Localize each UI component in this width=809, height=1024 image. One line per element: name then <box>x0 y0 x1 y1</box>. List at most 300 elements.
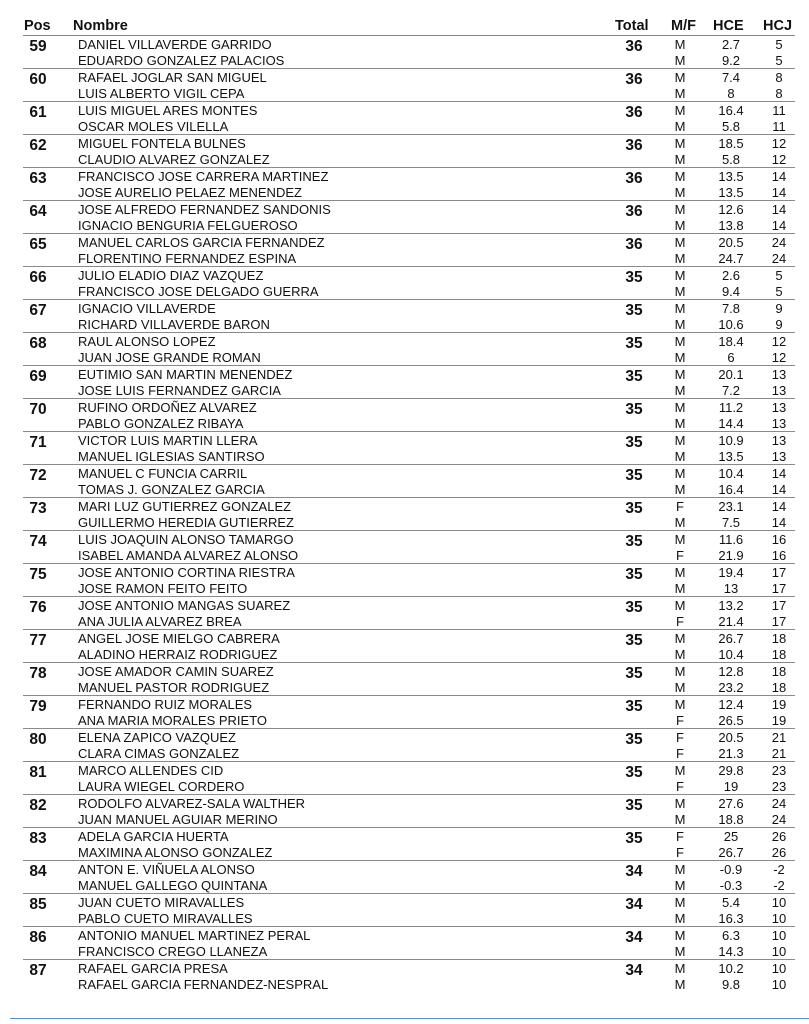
total-score: 34 <box>625 929 643 946</box>
player-name: LUIS ALBERTO VIGIL CEPA <box>78 86 245 101</box>
player-gender: M <box>674 895 686 910</box>
player-name: FLORENTINO FERNANDEZ ESPINA <box>78 251 297 266</box>
player-hcj: 26 <box>771 845 787 860</box>
player-hcj: 10 <box>771 911 787 926</box>
player-hcj: 18 <box>771 664 787 679</box>
player-hce: 19.4 <box>718 565 744 580</box>
player-line <box>23 614 795 630</box>
player-name: FERNANDO RUIZ MORALES <box>78 697 253 712</box>
player-name: FRANCISCO JOSE CARRERA MARTINEZ <box>78 169 329 184</box>
player-hcj: 5 <box>775 268 783 283</box>
player-line <box>23 746 795 762</box>
player-gender: M <box>674 796 686 811</box>
player-hcj: 11 <box>772 119 786 134</box>
player-name: JOSE LUIS FERNANDEZ GARCIA <box>78 383 281 398</box>
player-line <box>23 581 795 597</box>
player-hce: 21.9 <box>718 548 744 563</box>
player-hce: 26.5 <box>718 713 744 728</box>
player-hce: 18.5 <box>718 136 744 151</box>
player-gender: M <box>674 812 686 827</box>
position: 75 <box>29 566 47 583</box>
player-hce: 23.2 <box>718 680 744 695</box>
player-line <box>23 598 795 614</box>
player-hcj: 16 <box>771 532 787 547</box>
table-body <box>23 36 795 992</box>
player-hce: 13.5 <box>718 449 744 464</box>
player-hce: 29.8 <box>718 763 744 778</box>
player-line <box>23 367 795 383</box>
player-hcj: 13 <box>771 433 787 448</box>
table-row <box>23 927 795 960</box>
player-hcj: 23 <box>771 763 787 778</box>
player-line <box>23 301 795 317</box>
player-gender: M <box>674 235 686 250</box>
player-hce: 14.4 <box>718 416 744 431</box>
player-gender: M <box>674 763 686 778</box>
player-hce: 6 <box>727 350 735 365</box>
player-hcj: 14 <box>771 169 787 184</box>
player-hce: 26.7 <box>718 631 744 646</box>
player-hcj: 17 <box>771 598 787 613</box>
player-gender: M <box>674 202 686 217</box>
player-hce: -0.9 <box>719 862 743 877</box>
table-row <box>23 498 795 531</box>
player-hce: 7.4 <box>721 70 741 85</box>
player-line <box>23 53 795 69</box>
position: 68 <box>29 335 47 352</box>
player-gender: M <box>674 944 686 959</box>
player-hcj: 17 <box>771 581 787 596</box>
player-hce: 2.7 <box>721 37 741 52</box>
player-name: RODOLFO ALVAREZ-SALA WALTHER <box>78 796 306 811</box>
player-name: MARCO ALLENDES CID <box>78 763 224 778</box>
player-line <box>23 433 795 449</box>
player-hce: 13.5 <box>718 169 744 184</box>
player-hcj: 14 <box>771 499 787 514</box>
player-line <box>23 235 795 251</box>
table-row <box>23 564 795 597</box>
player-name: JULIO ELADIO DIAZ VAZQUEZ <box>78 268 264 283</box>
player-hce: 13.2 <box>718 598 744 613</box>
header-nombre: Nombre <box>73 18 128 34</box>
player-name: JUAN JOSE GRANDE ROMAN <box>78 350 261 365</box>
header-hce: HCE <box>713 18 744 34</box>
player-gender: M <box>674 598 686 613</box>
player-gender: M <box>674 86 686 101</box>
player-name: JUAN CUETO MIRAVALLES <box>78 895 245 910</box>
player-name: VICTOR LUIS MARTIN LLERA <box>78 433 258 448</box>
total-score: 36 <box>625 203 643 220</box>
player-line <box>23 895 795 911</box>
player-gender: F <box>676 730 684 745</box>
total-score: 35 <box>625 665 643 682</box>
player-name: LUIS JOAQUIN ALONSO TAMARGO <box>78 532 294 547</box>
player-line <box>23 664 795 680</box>
player-hcj: 14 <box>771 185 787 200</box>
player-line <box>23 449 795 465</box>
player-gender: M <box>674 928 686 943</box>
player-line <box>23 812 795 828</box>
total-score: 36 <box>625 71 643 88</box>
player-hcj: 14 <box>771 466 787 481</box>
total-score: 36 <box>625 38 643 55</box>
player-gender: M <box>674 103 686 118</box>
player-hce: 20.5 <box>718 235 744 250</box>
player-hcj: 14 <box>771 482 787 497</box>
total-score: 35 <box>625 830 643 847</box>
player-line <box>23 730 795 746</box>
total-score: 35 <box>625 335 643 352</box>
position: 59 <box>29 38 47 55</box>
table-row <box>23 102 795 135</box>
player-gender: M <box>674 532 686 547</box>
player-name: LAURA WIEGEL CORDERO <box>78 779 245 794</box>
player-hcj: 13 <box>771 416 787 431</box>
player-line <box>23 185 795 201</box>
player-line <box>23 829 795 845</box>
player-name: JOSE ALFREDO FERNANDEZ SANDONIS <box>78 202 331 217</box>
player-line <box>23 532 795 548</box>
player-name: RUFINO ORDOÑEZ ALVAREZ <box>78 400 257 415</box>
total-score: 35 <box>625 368 643 385</box>
player-name: FRANCISCO JOSE DELGADO GUERRA <box>78 284 319 299</box>
player-gender: M <box>674 301 686 316</box>
player-line <box>23 152 795 168</box>
player-hcj: 10 <box>771 928 787 943</box>
position: 66 <box>29 269 47 286</box>
player-hcj: 26 <box>771 829 787 844</box>
player-name: LUIS MIGUEL ARES MONTES <box>78 103 258 118</box>
player-hcj: 24 <box>771 796 787 811</box>
position: 69 <box>29 368 47 385</box>
player-hcj: 13 <box>771 400 787 415</box>
position: 85 <box>29 896 47 913</box>
table-row <box>23 168 795 201</box>
total-score: 35 <box>625 731 643 748</box>
player-hce: 16.4 <box>718 103 744 118</box>
table-row <box>23 69 795 102</box>
player-line <box>23 482 795 498</box>
player-hcj: 13 <box>771 449 787 464</box>
position: 77 <box>29 632 47 649</box>
player-hcj: 14 <box>771 218 787 233</box>
player-gender: F <box>676 845 684 860</box>
player-hcj: 18 <box>771 647 787 662</box>
player-line <box>23 565 795 581</box>
player-gender: M <box>674 433 686 448</box>
player-hce: 5.4 <box>721 895 741 910</box>
player-hce: 7.2 <box>721 383 741 398</box>
player-line <box>23 862 795 878</box>
total-score: 36 <box>625 170 643 187</box>
player-name: TOMAS J. GONZALEZ GARCIA <box>78 482 265 497</box>
player-line <box>23 796 795 812</box>
total-score: 35 <box>625 269 643 286</box>
player-hce: 9.2 <box>721 53 741 68</box>
position: 86 <box>29 929 47 946</box>
player-gender: M <box>674 631 686 646</box>
table-row <box>23 729 795 762</box>
player-hce: 11.6 <box>718 532 744 547</box>
player-hce: 20.1 <box>718 367 744 382</box>
player-name: ELENA ZAPICO VAZQUEZ <box>78 730 236 745</box>
player-hcj: 12 <box>771 136 787 151</box>
player-gender: M <box>674 251 686 266</box>
player-gender: F <box>676 499 684 514</box>
header-pos: Pos <box>24 18 51 34</box>
player-hce: 12.6 <box>718 202 744 217</box>
table-row <box>23 465 795 498</box>
player-hcj: 13 <box>771 383 787 398</box>
player-hce: 19 <box>723 779 739 794</box>
player-hcj: 5 <box>775 37 783 52</box>
position: 78 <box>29 665 47 682</box>
player-hcj: 10 <box>771 961 787 976</box>
player-hce: 21.3 <box>718 746 744 761</box>
player-name: GUILLERMO HEREDIA GUTIERREZ <box>78 515 294 530</box>
player-hcj: 18 <box>771 631 787 646</box>
position: 61 <box>29 104 47 121</box>
player-hcj: -2 <box>773 862 785 877</box>
player-hcj: 13 <box>771 367 787 382</box>
player-line <box>23 70 795 86</box>
player-line <box>23 515 795 531</box>
player-line <box>23 680 795 696</box>
player-hce: 7.8 <box>721 301 741 316</box>
player-line <box>23 317 795 333</box>
player-gender: M <box>674 911 686 926</box>
total-score: 36 <box>625 236 643 253</box>
player-hce: 14.3 <box>718 944 744 959</box>
player-gender: F <box>676 548 684 563</box>
player-hce: 26.7 <box>718 845 744 860</box>
player-gender: M <box>674 697 686 712</box>
player-gender: F <box>676 829 684 844</box>
player-name: MARI LUZ GUTIERREZ GONZALEZ <box>78 499 292 514</box>
player-line <box>23 119 795 135</box>
player-hce: 18.8 <box>718 812 744 827</box>
player-line <box>23 911 795 927</box>
player-gender: M <box>674 317 686 332</box>
player-name: JOSE ANTONIO MANGAS SUAREZ <box>78 598 291 613</box>
table-row <box>23 36 795 69</box>
player-gender: M <box>674 284 686 299</box>
player-hcj: 14 <box>771 202 787 217</box>
player-name: PABLO CUETO MIRAVALLES <box>78 911 253 926</box>
player-line <box>23 251 795 267</box>
table-row <box>23 828 795 861</box>
table-row <box>23 267 795 300</box>
player-name: IGNACIO BENGURIA FELGUEROSO <box>78 218 298 233</box>
player-hce: 5.8 <box>721 119 741 134</box>
player-gender: M <box>674 647 686 662</box>
position: 80 <box>29 731 47 748</box>
player-hce: 12.8 <box>718 664 744 679</box>
player-name: RAFAEL GARCIA PRESA <box>78 961 228 976</box>
player-gender: M <box>674 862 686 877</box>
player-gender: M <box>674 416 686 431</box>
player-gender: M <box>674 218 686 233</box>
player-hce: -0.3 <box>719 878 743 893</box>
player-hcj: 9 <box>775 301 783 316</box>
position: 73 <box>29 500 47 517</box>
table-row <box>23 630 795 663</box>
player-hcj: 8 <box>775 86 783 101</box>
player-name: MANUEL IGLESIAS SANTIRSO <box>78 449 265 464</box>
total-score: 34 <box>625 962 643 979</box>
table-row <box>23 300 795 333</box>
position: 64 <box>29 203 47 220</box>
position: 76 <box>29 599 47 616</box>
table-row <box>23 762 795 795</box>
total-score: 35 <box>625 599 643 616</box>
table-row <box>23 894 795 927</box>
header-total: Total <box>615 18 649 34</box>
player-hce: 13.8 <box>718 218 744 233</box>
player-line <box>23 961 795 977</box>
player-hcj: 10 <box>771 895 787 910</box>
player-line <box>23 763 795 779</box>
total-score: 35 <box>625 467 643 484</box>
total-score: 34 <box>625 896 643 913</box>
player-hcj: -2 <box>773 878 785 893</box>
position: 67 <box>29 302 47 319</box>
table-row <box>23 597 795 630</box>
player-hce: 5.8 <box>721 152 741 167</box>
player-name: PABLO GONZALEZ RIBAYA <box>78 416 244 431</box>
player-line <box>23 878 795 894</box>
player-hce: 8 <box>727 86 735 101</box>
player-hcj: 10 <box>771 944 787 959</box>
player-gender: F <box>676 779 684 794</box>
player-name: JOSE AMADOR CAMIN SUAREZ <box>78 664 274 679</box>
player-name: ANA JULIA ALVAREZ BREA <box>78 614 242 629</box>
player-line <box>23 202 795 218</box>
table-row <box>23 333 795 366</box>
total-score: 34 <box>625 863 643 880</box>
player-name: DANIEL VILLAVERDE GARRIDO <box>78 37 272 52</box>
position: 87 <box>29 962 47 979</box>
player-hce: 10.2 <box>718 961 744 976</box>
player-line <box>23 334 795 350</box>
player-hcj: 11 <box>772 103 786 118</box>
player-hcj: 12 <box>771 350 787 365</box>
player-hcj: 19 <box>771 713 787 728</box>
player-line <box>23 631 795 647</box>
player-name: OSCAR MOLES VILELLA <box>78 119 229 134</box>
player-name: MIGUEL FONTELA BULNES <box>78 136 246 151</box>
table-row <box>23 663 795 696</box>
player-name: ALADINO HERRAIZ RODRIGUEZ <box>78 647 278 662</box>
player-hce: 10.4 <box>718 647 744 662</box>
player-name: MANUEL CARLOS GARCIA FERNANDEZ <box>78 235 325 250</box>
player-line <box>23 466 795 482</box>
player-name: MANUEL PASTOR RODRIGUEZ <box>78 680 270 695</box>
player-line <box>23 284 795 300</box>
table-header <box>23 17 795 36</box>
player-name: EUTIMIO SAN MARTIN MENENDEZ <box>78 367 293 382</box>
player-hce: 25 <box>723 829 739 844</box>
position: 65 <box>29 236 47 253</box>
player-hcj: 24 <box>771 235 787 250</box>
player-name: ADELA GARCIA HUERTA <box>78 829 229 844</box>
player-name: JOSE ANTONIO CORTINA RIESTRA <box>78 565 295 580</box>
player-gender: M <box>674 334 686 349</box>
player-gender: F <box>676 713 684 728</box>
table-row <box>23 960 795 992</box>
player-hce: 7.5 <box>721 515 741 530</box>
player-gender: M <box>674 400 686 415</box>
player-line <box>23 268 795 284</box>
total-score: 35 <box>625 302 643 319</box>
player-gender: M <box>674 449 686 464</box>
player-name: RAFAEL GARCIA FERNANDEZ-NESPRAL <box>78 977 329 992</box>
player-line <box>23 779 795 795</box>
player-hce: 16.3 <box>718 911 744 926</box>
player-hcj: 21 <box>771 730 787 745</box>
player-name: ISABEL AMANDA ALVAREZ ALONSO <box>78 548 299 563</box>
table-row <box>23 432 795 465</box>
player-line <box>23 136 795 152</box>
player-name: IGNACIO VILLAVERDE <box>78 301 216 316</box>
player-line <box>23 383 795 399</box>
player-line <box>23 548 795 564</box>
table-row <box>23 531 795 564</box>
player-hce: 27.6 <box>718 796 744 811</box>
player-gender: F <box>676 614 684 629</box>
table-row <box>23 234 795 267</box>
player-hcj: 19 <box>771 697 787 712</box>
table-row <box>23 366 795 399</box>
player-gender: M <box>674 664 686 679</box>
player-line <box>23 977 795 993</box>
total-score: 35 <box>625 434 643 451</box>
player-hcj: 18 <box>771 680 787 695</box>
player-name: EDUARDO GONZALEZ PALACIOS <box>78 53 285 68</box>
player-line <box>23 218 795 234</box>
position: 71 <box>29 434 47 451</box>
position: 74 <box>29 533 47 550</box>
table-row <box>23 696 795 729</box>
player-name: JUAN MANUEL AGUIAR MERINO <box>78 812 278 827</box>
player-hcj: 17 <box>771 614 787 629</box>
player-gender: M <box>674 53 686 68</box>
player-line <box>23 400 795 416</box>
player-gender: M <box>674 466 686 481</box>
player-name: ANGEL JOSE MIELGO CABRERA <box>78 631 280 646</box>
player-gender: M <box>674 383 686 398</box>
player-name: MANUEL C FUNCIA CARRIL <box>78 466 248 481</box>
player-gender: M <box>674 680 686 695</box>
table-row <box>23 861 795 894</box>
player-hcj: 9 <box>775 317 783 332</box>
player-name: MAXIMINA ALONSO GONZALEZ <box>78 845 273 860</box>
player-hcj: 23 <box>771 779 787 794</box>
total-score: 35 <box>625 797 643 814</box>
player-gender: M <box>674 565 686 580</box>
player-line <box>23 86 795 102</box>
header-mf: M/F <box>671 18 696 34</box>
player-name: RICHARD VILLAVERDE BARON <box>78 317 270 332</box>
total-score: 36 <box>625 137 643 154</box>
player-gender: M <box>674 169 686 184</box>
total-score: 35 <box>625 632 643 649</box>
player-hcj: 5 <box>775 284 783 299</box>
player-hce: 12.4 <box>718 697 744 712</box>
position: 82 <box>29 797 47 814</box>
player-hce: 10.9 <box>718 433 744 448</box>
player-gender: M <box>674 268 686 283</box>
